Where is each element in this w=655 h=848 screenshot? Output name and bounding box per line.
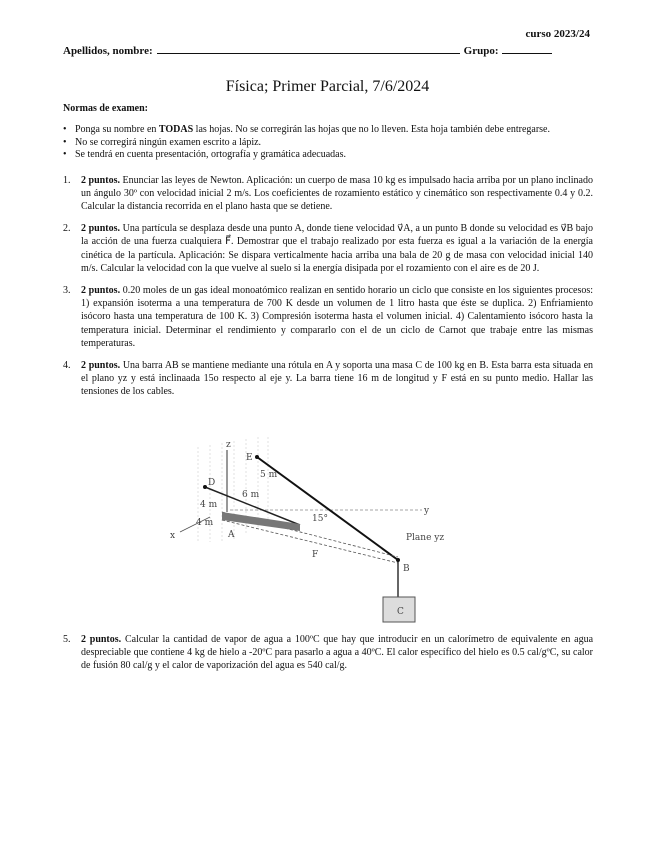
problem-1: 1. 2 puntos. Enunciar las leyes de Newton. Aplicación: un cuerpo de masa 10 kg es impulsado hacia arriba por un plano inclinado un ángulo 30º con velocidad inicial 2 m/s. Los coeficientes de rozamiento estático y cinemático son respectivamente 0.4 y 0.2. Calcular la distancia recorrida en el plano hasta que se detiene. [63,174,593,212]
label-plane: Plane yz [406,532,445,543]
rules-heading: Normas de examen: [63,103,148,114]
cable-EB [257,457,398,560]
problem-5: 5. 2 puntos. Calcular la cantidad de vapor de agua a 100ºC que hay que introducir en un calorímetro de equivalente en agua despreciable que contiene 4 kg de hielo a -20ºC para pasarlo a agua a 40ºC. El calor específico del hielo es 0.5 cal/gºC, su calor de fusión 80 cal/g y el calor de vaporización del agua es 540 cal/g. [63,633,594,671]
bar-cable-figure [160,407,460,627]
problem-3: 3. 2 puntos. 0.20 moles de un gas ideal monoatómico realizan en sentido horario un ciclo que consiste en los siguientes procesos: 1) expansión isoterma a una temperatura de 700 K desde un volumen de 1 litro hasta que éste se duplica. 2) Enfriamiento isócoro hasta una temperatura de 100 K. 3) Compresión isoterma hasta el volumen inicial. 4) Calentamiento isócoro hasta la temperatura inicial. Determinar el rendimiento y compararlo con el de un ciclo de Carnot que trabaje entre las mismas temperaturas. [63,284,594,349]
label-E: E [246,452,253,463]
label-5m: 5 m [260,469,278,480]
label-z: z [226,439,231,450]
rules-list [63,124,593,162]
problem-4: 4. 2 puntos. Una barra AB se mantiene mediante una rótula en A y soporta una masa C de 100 kg en B. Esta barra esta situada en el plano yz y está inclinaada 15o respecto al eje y. La barra tiene 16 m de longitud y F está en su punto medio. Hallar las tensiones de los cables. [63,359,594,398]
label-D: D [208,477,216,488]
label-x: x [170,530,176,541]
label-4m-A: 4 m [196,517,214,528]
group-label: Grupo: [463,45,499,57]
label-A: A [228,529,235,540]
label-angle: 15° [312,513,328,524]
label-4m-D: 4 m [200,499,218,510]
rule-item: • Ponga su nombre en TODAS las hojas. No se corregirán las hojas que no lo lleven. Esta hoja también debe entregarse. [63,124,593,137]
page-title: Física; Primer Parcial, 7/6/2024 [225,78,430,95]
label-y: y [424,505,430,516]
rule-item: • Se tendrá en cuenta presentación, ortografía y gramática adecuadas. [63,149,593,162]
label-B: B [403,563,410,574]
name-blank[interactable] [157,43,460,54]
exam-body [63,102,593,672]
label-C: C [397,606,404,617]
label-F: F [312,549,319,560]
course-label: curso 2023/24 [525,28,590,40]
label-6m: 6 m [242,489,260,500]
bar-AB [222,512,300,531]
group-blank[interactable] [502,43,552,54]
problem-2: 2. 2 puntos. Una partícula se desplaza desde una punto A, donde tiene velocidad v⃗A, a un punto B donde su velocidad es v⃗B bajo la acción de una fuerza cualquiera F⃗. Demostrar que el trabajo realizado por esta fuerza es igual a la variación de la energía cinética de la partícula. Aplicación: Se dispara verticalmente hacia arriba una bala de 20 g de masa con velocidad inicial 140 m/s. Calcular la velocidad con la que vuelve al suelo si la energía disipada por el rozamiento con el aire es de 20 J. [63,223,594,274]
rule-item: • No se corregirá ningún examen escrito a lápiz. [63,137,593,150]
name-label: Apellidos, nombre: [63,45,153,57]
name-line [63,43,593,57]
